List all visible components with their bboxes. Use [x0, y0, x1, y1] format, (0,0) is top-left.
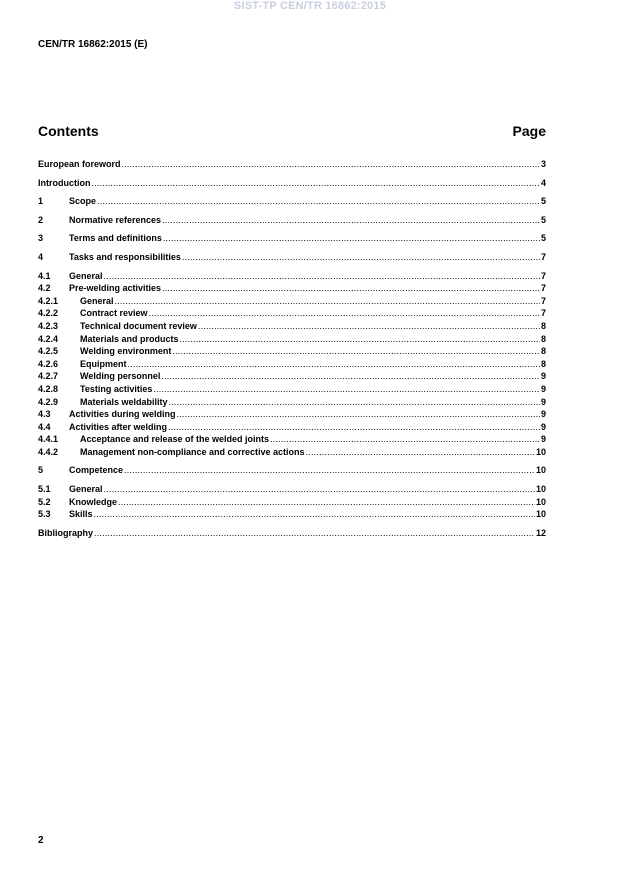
toc-entry-number: 4.2.9 [38, 396, 59, 407]
toc-entry[interactable] [38, 396, 546, 409]
toc-entry-title: Testing activities [80, 383, 153, 394]
dot-leader [122, 158, 540, 171]
toc-entry-page: 7 [540, 270, 546, 281]
toc-entry-page: 10 [535, 496, 546, 507]
toc-entry-page: 10 [535, 509, 546, 520]
dot-leader [118, 496, 535, 509]
dot-leader [177, 408, 540, 421]
toc-entry-title: Technical document review [80, 320, 197, 331]
toc-entry[interactable] [38, 421, 546, 434]
toc-entry-number: 4.2.8 [38, 383, 59, 394]
toc-entry-number: 2 [38, 214, 44, 225]
toc-entry-title: Management non-compliance and corrective actions [80, 446, 305, 457]
toc-entry[interactable] [38, 333, 546, 346]
toc-entry-page: 3 [540, 159, 546, 169]
toc-entry-page: 9 [540, 383, 546, 394]
dot-leader [104, 270, 540, 283]
toc-entry-title: Pre-welding activities [69, 283, 162, 294]
toc-entry[interactable] [38, 496, 546, 509]
toc-entry-page: 9 [540, 371, 546, 382]
toc-entry-title: Materials weldability [80, 396, 168, 407]
watermark: SIST-TP CEN/TR 16862:2015 [233, 0, 387, 12]
toc-entry[interactable] [38, 446, 546, 459]
toc-entry-page: 10 [535, 465, 546, 476]
toc-entry-title: Equipment [80, 358, 127, 369]
toc-entry-number: 1 [38, 196, 44, 207]
toc-entry-title: Competence [69, 465, 124, 476]
dot-leader [161, 370, 540, 383]
toc-entry-page: 8 [540, 358, 546, 369]
toc-entry-number: 4.2.3 [38, 320, 59, 331]
toc-entry-title: Introduction [38, 177, 91, 188]
toc-entry[interactable] [38, 527, 546, 540]
toc-entry[interactable] [38, 408, 546, 421]
toc-entry-number: 4 [38, 251, 44, 262]
dot-leader [115, 295, 540, 308]
toc-entry-number: 4.2.6 [38, 358, 59, 369]
toc-entry-number: 4.2.5 [38, 346, 59, 357]
page-column-label: Page [512, 123, 546, 139]
toc-entry-title: Materials and products [80, 333, 179, 344]
toc-entry[interactable] [38, 370, 546, 383]
dot-leader [162, 282, 540, 295]
dot-leader [182, 251, 540, 264]
toc-entry-number: 4.2.1 [38, 295, 59, 306]
toc-entry-title: Bibliography [38, 527, 94, 538]
toc-entry-page: 5 [540, 233, 546, 244]
toc-entry-title: European foreword [38, 159, 121, 169]
toc-entry-title: Activities during welding [69, 409, 176, 420]
dot-leader [92, 177, 540, 190]
dot-leader [169, 396, 540, 409]
toc-entry[interactable] [38, 320, 546, 333]
dot-leader [180, 333, 540, 346]
toc-entry[interactable] [38, 383, 546, 396]
toc-entry[interactable] [38, 251, 546, 264]
toc-entry-number: 5.2 [38, 496, 51, 507]
toc-entry-number: 4.2.4 [38, 333, 59, 344]
toc-entry-page: 7 [540, 283, 546, 294]
toc-entry-title: Welding environment [80, 346, 172, 357]
toc-entry-title: General [69, 484, 103, 495]
toc-entry-page: 4 [540, 177, 546, 188]
dot-leader [124, 464, 535, 477]
page-number: 2 [38, 835, 44, 846]
dot-leader [94, 527, 535, 540]
toc-entry-page: 9 [540, 396, 546, 407]
dot-leader [94, 508, 535, 521]
toc-entry-page: 8 [540, 320, 546, 331]
toc-entry[interactable] [38, 295, 546, 308]
dot-leader [162, 214, 540, 227]
toc-entry-title: Tasks and responsibilities [69, 251, 181, 262]
toc-entry-number: 4.1 [38, 270, 51, 281]
toc-entry-title: General [80, 295, 114, 306]
dot-leader [270, 433, 540, 446]
toc-entry-number: 4.4.2 [38, 446, 59, 457]
toc-entry[interactable] [38, 307, 546, 320]
toc-entry-page: 8 [540, 346, 546, 357]
toc-entry-title: Contract review [80, 308, 148, 319]
toc-entry-number: 4.2.2 [38, 308, 59, 319]
toc-entry-title: Terms and definitions [69, 233, 162, 244]
document-id: CEN/TR 16862:2015 (E) [38, 39, 148, 50]
toc-entry-title: Skills [69, 509, 93, 520]
toc-entry[interactable] [38, 483, 546, 496]
toc-entry-title: Welding personnel [80, 371, 161, 382]
toc-entry-title: Acceptance and release of the welded joints [80, 434, 270, 445]
dot-leader [97, 195, 540, 208]
toc-entry-page: 9 [540, 409, 546, 420]
dot-leader [104, 483, 535, 496]
toc-entry-page: 10 [535, 446, 546, 457]
toc-entry-title: Scope [69, 196, 97, 207]
toc-entry[interactable] [38, 177, 546, 190]
toc-entry-number: 4.4 [38, 421, 51, 432]
toc-entry-number: 4.4.1 [38, 434, 59, 445]
toc-entry-title: Activities after welding [69, 421, 168, 432]
toc-entry-title: General [69, 270, 103, 281]
dot-leader [163, 232, 540, 245]
toc-entry[interactable] [38, 508, 546, 521]
dot-leader [168, 421, 540, 434]
toc-entry-page: 7 [540, 308, 546, 319]
toc-entry-title: Normative references [69, 214, 162, 225]
toc-entry[interactable] [38, 358, 546, 371]
toc-entry-number: 5.1 [38, 484, 51, 495]
dot-leader [306, 446, 535, 459]
toc-entry-page: 5 [540, 214, 546, 225]
toc-entry-number: 4.2 [38, 283, 51, 294]
dot-leader [198, 320, 540, 333]
toc-entry-number: 4.2.7 [38, 371, 59, 382]
dot-leader [149, 307, 540, 320]
toc-entry-number: 5 [38, 465, 44, 476]
dot-leader [128, 358, 540, 371]
toc-entry-page: 12 [535, 527, 546, 538]
toc-entry[interactable] [38, 282, 546, 295]
dot-leader [153, 383, 540, 396]
toc-entry-number: 5.3 [38, 509, 51, 520]
contents-heading: Contents [38, 123, 99, 139]
toc-entry[interactable] [38, 195, 546, 208]
toc-entry-page: 10 [535, 484, 546, 495]
toc-entry[interactable] [38, 464, 546, 477]
toc-entry-page: 7 [540, 295, 546, 306]
toc-entry-page: 9 [540, 434, 546, 445]
toc-entry[interactable] [38, 232, 546, 245]
toc-entry-page: 5 [540, 196, 546, 207]
toc-entry[interactable] [38, 345, 546, 358]
toc-entry-page: 9 [540, 421, 546, 432]
toc-entry-number: 4.3 [38, 409, 51, 420]
table-of-contents [38, 158, 546, 539]
contents-header [38, 123, 546, 139]
toc-entry-number: 3 [38, 233, 44, 244]
dot-leader [172, 345, 540, 358]
toc-entry-title: Knowledge [69, 496, 118, 507]
toc-entry[interactable] [38, 433, 546, 446]
toc-entry-page: 7 [540, 251, 546, 262]
toc-entry[interactable] [38, 270, 546, 283]
toc-entry[interactable] [38, 214, 546, 227]
toc-entry[interactable] [38, 158, 546, 171]
toc-entry-page: 8 [540, 333, 546, 344]
